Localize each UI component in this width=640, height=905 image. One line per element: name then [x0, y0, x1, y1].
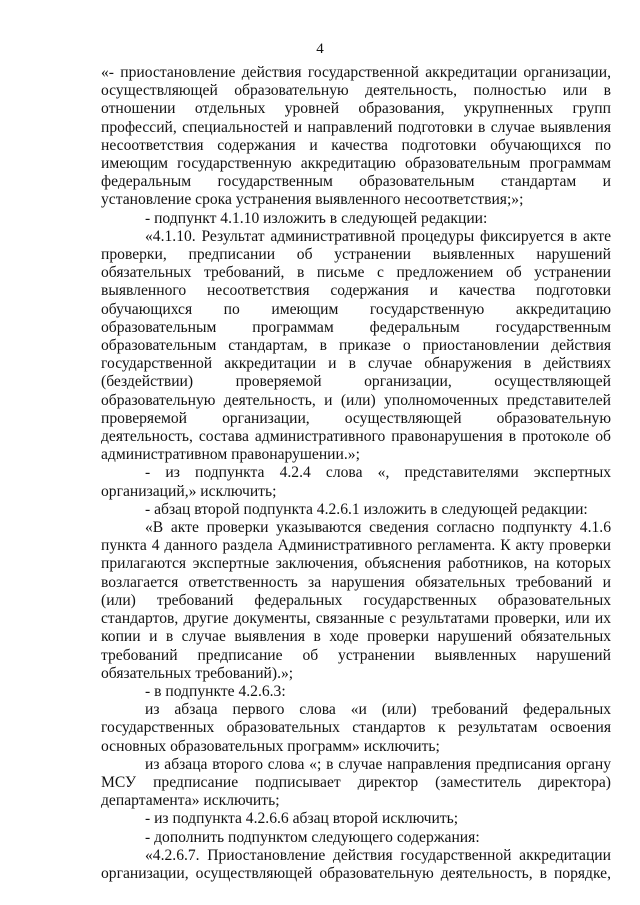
paragraph-instruction-4-2-6-3: - в подпункте 4.2.6.3:	[145, 682, 286, 700]
paragraph-text-4-2-6-7: «4.2.6.7. Приостановление действия государственной аккредитации организации, осуществляющей образовательную деятельность, в порядке,	[101, 846, 611, 882]
page-number: 4	[316, 41, 324, 57]
paragraph-second-abzac: из абзаца второго слова «; в случае направления предписания органу МСУ предписание подписывает директор (заместитель директора) департамента» исключить;	[101, 755, 611, 810]
document-body	[101, 64, 611, 883]
paragraph-first-abzac: из абзаца первого слова «и (или) требований федеральных государственных образовательных стандартов к результатам освоения основных образовательных программ» исключить;	[101, 701, 611, 755]
paragraph-text-4-2-6-1: «В акте проверки указываются сведения согласно подпункту 4.1.6 пункта 4 данного раздела Административного регламента. К акту проверки прилагаются экспертные заключения, объяснения работников, на которых возлагается ответственность за нарушения обязательных требований и (или) требований федеральных государственных образовательных стандартов, другие документы, связанные с результатами проверки, или их копии и в случае выявления в ходе проверки нарушений обязательных требований предписание об устранении выявленных нарушений обязательных требований).»;	[101, 519, 611, 682]
paragraph-text-4-1-10: «4.1.10. Результат административной процедуры фиксируется в акте проверки, предписании об устранении выявленных нарушений обязательных требований, в письме с предложением об устранении выявленного несоответствия содержания и качества подготовки обучающихся по имеющим государственную аккредитацию образовательным программам федеральным государственным образовательным стандартам, в приказе о приостановлении действия государственной аккредитации и в случае обнаружения в действиях (бездействии) проверяемой организации, осуществляющей образовательную деятельность, и (или) уполномоченных представителей проверяемой организации, осуществляющей образовательную деятельность, состава административного правонарушения в протоколе об административном правонарушении.»;	[101, 227, 611, 464]
paragraph-instruction-4-1-10: - подпункт 4.1.10 изложить в следующей редакции:	[145, 209, 488, 227]
paragraph-instruction-4-2-6-6: - из подпункта 4.2.6.6 абзац второй исключить;	[145, 810, 459, 828]
paragraph-instruction-4-2-4: - из подпункта 4.2.4 слова «, представителями экспертных организаций,» исключить;	[101, 464, 611, 500]
paragraph-instruction-4-2-6-1: - абзац второй подпункта 4.2.6.1 изложить в следующей редакции:	[145, 500, 588, 518]
paragraph-suspension-clause: «- приостановление действия государственной аккредитации организации, осуществляющей образовательную деятельность, полностью или в отношении отдельных уровней образования, укрупненных групп профессий, специальностей и направлений подготовки в случае выявления несоответствия содержания и качества подготовки обучающихся по имеющим государственную аккредитацию образовательным программам федеральным государственным образовательным стандартам и установление срока устранения выявленного несоответствия;»;	[101, 64, 611, 209]
paragraph-instruction-add: - дополнить подпунктом следующего содержания:	[145, 828, 480, 846]
